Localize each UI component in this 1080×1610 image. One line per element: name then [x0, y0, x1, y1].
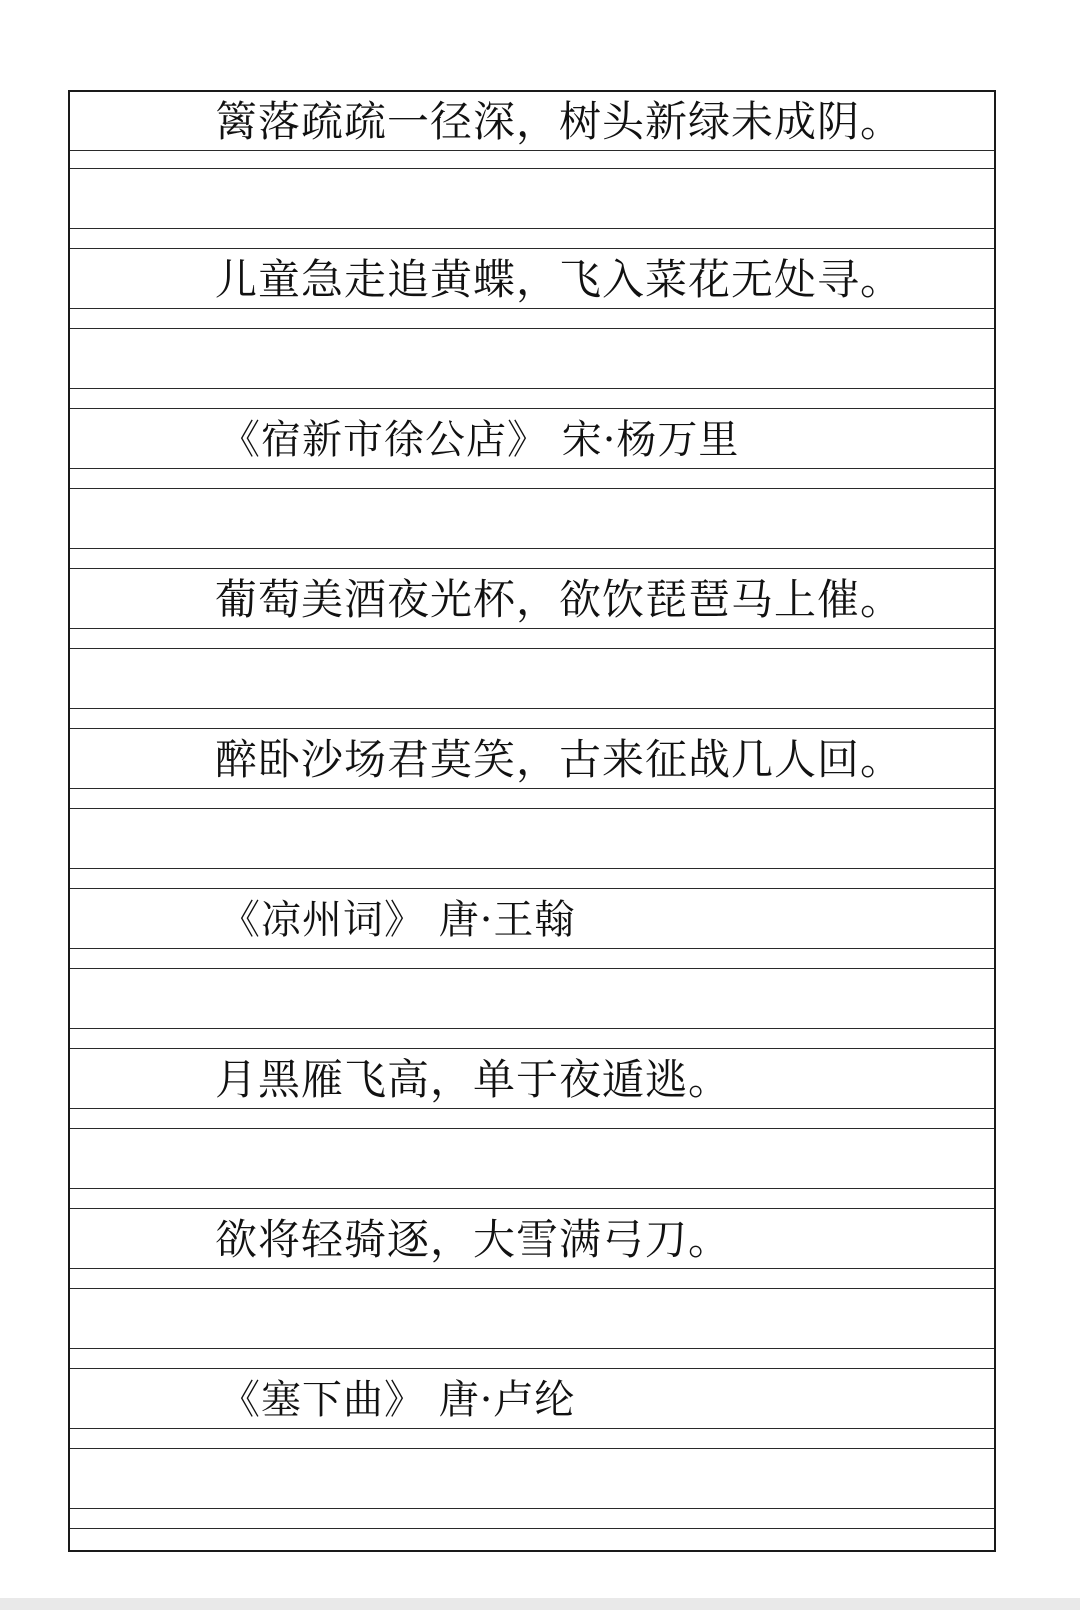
poem-verse-line: 欲将轻骑逐，大雪满弓刀。	[215, 1215, 732, 1264]
ruling-line	[70, 1188, 994, 1189]
ruling-line	[70, 728, 994, 729]
ruling-line	[70, 1208, 994, 1209]
ruling-line	[70, 868, 994, 869]
poem-title-line: 《凉州词》 唐·王翰	[220, 897, 576, 943]
ruling-line	[70, 228, 994, 229]
ruling-line	[70, 708, 994, 709]
ruling-line	[70, 248, 994, 249]
poem-title-line: 《塞下曲》 唐·卢纶	[220, 1377, 576, 1423]
ruling-line	[70, 1508, 994, 1509]
ruling-line	[70, 1528, 994, 1529]
poem-verse-line: 月黑雁飞高，单于夜遁逃。	[215, 1055, 732, 1104]
poem-verse-line: 醉卧沙场君莫笑，古来征战几人回。	[215, 735, 904, 784]
poem-verse-line: 儿童急走追黄蝶，飞入菜花无处寻。	[215, 255, 904, 304]
ruling-line	[70, 1028, 994, 1029]
poem-verse-line: 葡萄美酒夜光杯，欲饮琵琶马上催。	[215, 575, 904, 624]
poem-verse-line: 篱落疏疏一径深，树头新绿未成阴。	[215, 97, 904, 146]
ruling-line	[70, 568, 994, 569]
ruling-line	[70, 328, 994, 329]
ruling-line	[70, 388, 994, 389]
ruling-line	[70, 1348, 994, 1349]
ruling-line	[70, 1448, 994, 1449]
ruling-line	[70, 648, 994, 649]
ruling-line	[70, 408, 994, 409]
ruling-line	[70, 1288, 994, 1289]
ruling-line	[70, 1128, 994, 1129]
ruling-line	[70, 1048, 994, 1049]
ruling-line	[70, 1368, 994, 1369]
poem-title-line: 《宿新市徐公店》 宋·杨万里	[220, 417, 740, 463]
ruling-line	[70, 488, 994, 489]
ruling-line	[70, 1550, 994, 1552]
page-bottom-edge	[0, 1598, 1080, 1610]
lined-paper-sheet	[68, 90, 996, 1552]
ruling-line	[70, 888, 994, 889]
ruling-line	[70, 548, 994, 549]
ruling-line	[70, 168, 994, 169]
ruling-line	[70, 968, 994, 969]
ruling-line	[70, 808, 994, 809]
